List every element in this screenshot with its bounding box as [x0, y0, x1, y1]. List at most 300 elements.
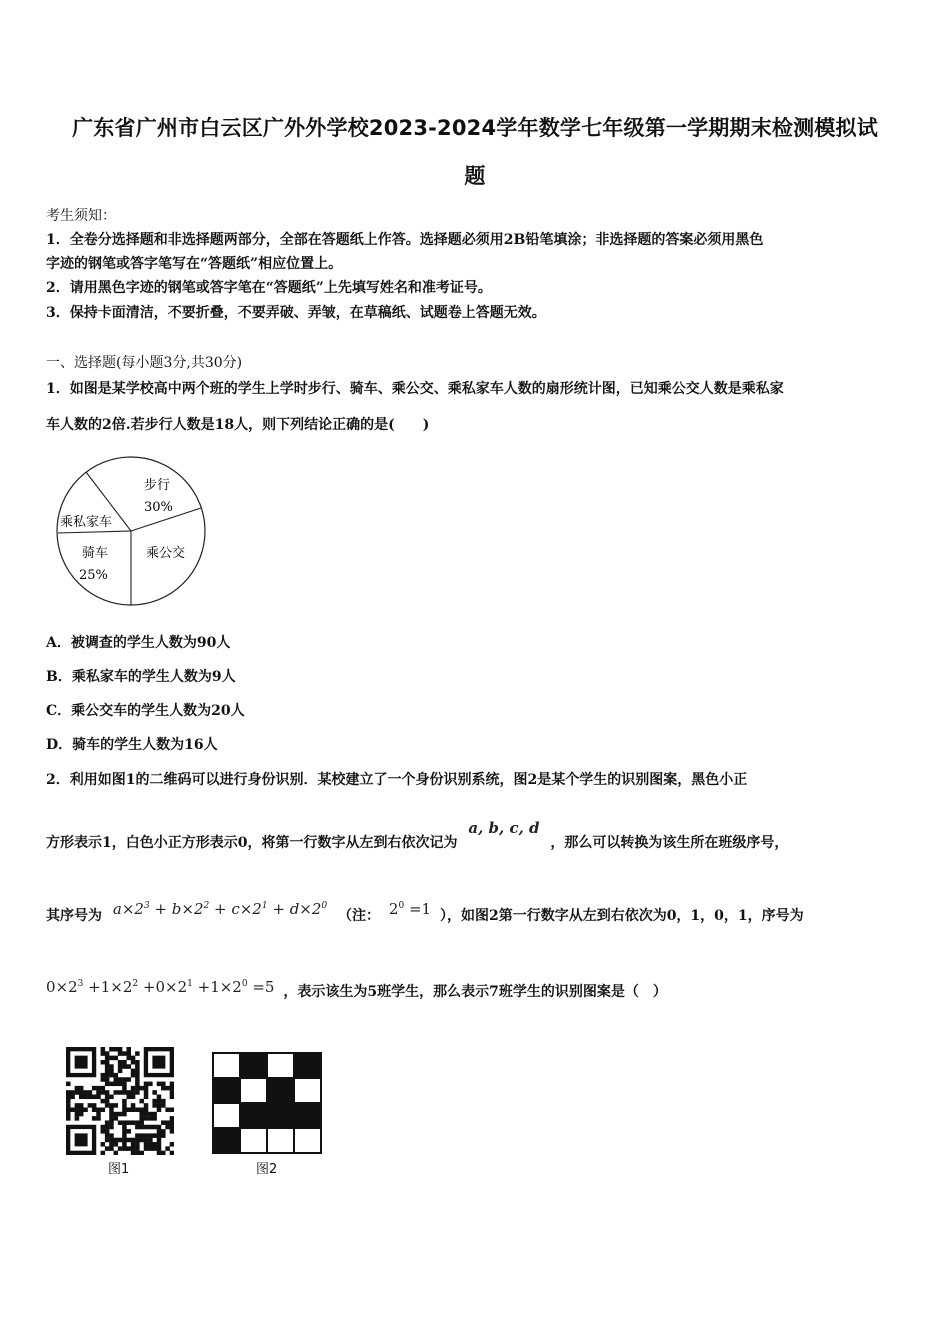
qr-module [92, 1116, 97, 1121]
qr-module [79, 1086, 84, 1091]
qr-module [148, 1112, 153, 1117]
qr-module [105, 1056, 110, 1061]
figure-2-caption: 图2 [256, 1162, 278, 1177]
qr-module [135, 1120, 140, 1125]
qr-module [161, 1129, 166, 1134]
qr-module [105, 1077, 110, 1082]
qr-module [122, 1129, 127, 1134]
qr-module [135, 1051, 140, 1056]
qr-module [114, 1082, 119, 1087]
qr-module [122, 1146, 127, 1151]
qr-code-figure-1 [66, 1047, 174, 1155]
qr-module [101, 1125, 106, 1130]
qr-module [109, 1125, 114, 1130]
exam-title: 广东省广州市白云区广外外学校2023-2024学年数学七年级第一学期期末检测模拟试 [72, 116, 878, 140]
qr-module [122, 1125, 127, 1130]
qr-module [131, 1073, 136, 1078]
grid-cell [267, 1128, 294, 1153]
qr-module [144, 1125, 149, 1130]
qr-module [83, 1090, 88, 1095]
qr-module [165, 1125, 170, 1130]
pie-label-walk: 步行 [144, 478, 171, 493]
question-2-line-4 [46, 978, 667, 1001]
qr-module [135, 1138, 140, 1143]
qr-module [101, 1051, 106, 1056]
qr-module [139, 1099, 144, 1104]
qr-module [114, 1142, 119, 1147]
qr-module [75, 1116, 80, 1121]
qr-module [148, 1125, 153, 1130]
qr-module [101, 1099, 106, 1104]
qr-module [109, 1095, 114, 1100]
qr-module [161, 1103, 166, 1108]
grid-cell [267, 1103, 294, 1128]
qr-module [144, 1107, 149, 1112]
pie-label-bike: 骑车 [82, 546, 109, 561]
qr-module [135, 1064, 140, 1069]
qr-module [122, 1103, 127, 1108]
qr-module [170, 1095, 174, 1100]
qr-module [101, 1073, 106, 1078]
pie-pct-bike: 25% [79, 568, 108, 583]
qr-module [66, 1082, 71, 1087]
qr-module [139, 1151, 144, 1155]
qr-module [126, 1051, 131, 1056]
q2-line3-pre: 其序号为 [46, 908, 102, 924]
qr-module [139, 1086, 144, 1091]
qr-module [105, 1069, 110, 1074]
grid-cell [213, 1078, 240, 1103]
qr-module [66, 1112, 71, 1117]
qr-module [109, 1103, 114, 1108]
grid-cell [213, 1053, 240, 1078]
qr-module [135, 1133, 140, 1138]
qr-module [131, 1142, 136, 1147]
qr-module [139, 1107, 144, 1112]
qr-module [101, 1086, 106, 1091]
qr-module [70, 1095, 75, 1100]
qr-module [135, 1082, 140, 1087]
qr-module [135, 1077, 140, 1082]
qr-module [70, 1107, 75, 1112]
qr-module [109, 1047, 114, 1052]
qr-module [109, 1064, 114, 1069]
qr-module [118, 1120, 123, 1125]
qr-module [157, 1103, 162, 1108]
qr-module [114, 1077, 119, 1082]
qr-module [122, 1099, 127, 1104]
qr-module [105, 1051, 110, 1056]
qr-module [126, 1129, 131, 1134]
grid-cell [267, 1053, 294, 1078]
qr-module [161, 1099, 166, 1104]
qr-module [109, 1082, 114, 1087]
notice-item-1-continued: 字迹的钢笔或答字笔写在“答题纸”相应位置上。 [46, 256, 343, 272]
qr-module [75, 1090, 80, 1095]
pie-pct-walk: 30% [144, 500, 173, 515]
qr-module [122, 1120, 127, 1125]
qr-module [114, 1151, 119, 1155]
qr-module [105, 1060, 110, 1065]
qr-module [83, 1107, 88, 1112]
qr-module [114, 1056, 119, 1061]
grid-cell [267, 1078, 294, 1103]
qr-module [105, 1095, 110, 1100]
qr-module [170, 1142, 174, 1147]
qr-module [92, 1086, 97, 1091]
qr-module [122, 1077, 127, 1082]
qr-module [105, 1146, 110, 1151]
qr-module [126, 1064, 131, 1069]
qr-module [118, 1082, 123, 1087]
qr-module [135, 1069, 140, 1074]
q2-line3-post: ），如图2第一行数字从左到右依次为0，1，0，1，序号为 [439, 908, 804, 924]
qr-module [109, 1138, 114, 1143]
qr-module [96, 1116, 101, 1121]
grid-cell [294, 1053, 321, 1078]
section-heading: 一、选择题(每小题3分,共30分) [46, 355, 243, 371]
qr-module [105, 1073, 110, 1078]
qr-module [157, 1138, 162, 1143]
qr-module [66, 1095, 71, 1100]
qr-module [114, 1073, 119, 1078]
qr-module [139, 1112, 144, 1117]
qr-module [135, 1125, 140, 1130]
qr-module [157, 1142, 162, 1147]
qr-module [126, 1095, 131, 1100]
qr-module [122, 1107, 127, 1112]
qr-module [122, 1086, 127, 1091]
qr-module [170, 1082, 174, 1087]
qr-module [157, 1099, 162, 1104]
qr-module [152, 1090, 157, 1095]
notice-item-2: 2．请用黑色字迹的钢笔或答字笔在“答题纸”上先填写姓名和准考证号。 [46, 280, 492, 296]
q2-line2-post: ，那么可以转换为该生所在班级序号， [550, 835, 789, 851]
qr-module [131, 1103, 136, 1108]
question-1-text-continued: 车人数的2倍.若步行人数是18人，则下列结论正确的是( ) [46, 417, 430, 433]
qr-module [161, 1082, 166, 1087]
notice-item-1: 1．全卷分选择题和非选择题两部分，全部在答题纸上作答。选择题必须用2B铅笔填涂；非选择题的答案必须用黑色 [46, 232, 764, 248]
qr-module [109, 1120, 114, 1125]
q2-formula-abcd: $a\times 2^3 + b\times 2^2 + c\times 2^1 + d\times 2^0$ [112, 900, 328, 918]
qr-module [96, 1090, 101, 1095]
qr-module [157, 1151, 162, 1155]
qr-module [152, 1133, 157, 1138]
qr-finder-pattern [152, 1056, 165, 1069]
qr-module [101, 1151, 106, 1155]
qr-module [131, 1095, 136, 1100]
pie-label-car: 乘私家车 [60, 515, 113, 530]
qr-module [144, 1133, 149, 1138]
qr-module [83, 1095, 88, 1100]
qr-module [92, 1103, 97, 1108]
qr-module [75, 1103, 80, 1108]
qr-module [131, 1151, 136, 1155]
qr-module [165, 1146, 170, 1151]
qr-module [75, 1086, 80, 1091]
qr-module [131, 1056, 136, 1061]
qr-module [161, 1133, 166, 1138]
qr-module [70, 1090, 75, 1095]
qr-module [161, 1151, 166, 1155]
qr-module [144, 1138, 149, 1143]
qr-module [88, 1090, 93, 1095]
option-b: B．乘私家车的学生人数为9人 [46, 669, 236, 685]
qr-module [109, 1056, 114, 1061]
grid-cell [240, 1128, 267, 1153]
option-a: A．被调查的学生人数为90人 [46, 635, 231, 651]
qr-module [101, 1090, 106, 1095]
qr-module [139, 1116, 144, 1121]
qr-module [170, 1107, 174, 1112]
qr-module [161, 1086, 166, 1091]
qr-module [105, 1090, 110, 1095]
qr-module [135, 1073, 140, 1078]
qr-module [144, 1142, 149, 1147]
qr-module [126, 1138, 131, 1143]
qr-module [170, 1086, 174, 1091]
figure-1-caption: 图1 [108, 1162, 130, 1177]
qr-module [157, 1146, 162, 1151]
qr-module [66, 1090, 71, 1095]
qr-module [105, 1133, 110, 1138]
qr-module [96, 1086, 101, 1091]
qr-module [131, 1146, 136, 1151]
qr-module [118, 1060, 123, 1065]
qr-module [152, 1103, 157, 1108]
qr-module [161, 1120, 166, 1125]
grid-cell [213, 1128, 240, 1153]
qr-module [66, 1099, 71, 1104]
qr-module [148, 1142, 153, 1147]
qr-module [101, 1047, 106, 1052]
pie-chart [52, 453, 212, 613]
qr-module [144, 1082, 149, 1087]
qr-module [144, 1090, 149, 1095]
qr-module [139, 1125, 144, 1130]
qr-module [118, 1077, 123, 1082]
qr-module [105, 1082, 110, 1087]
qr-module [152, 1125, 157, 1130]
qr-module [96, 1112, 101, 1117]
question-2-line-3 [46, 900, 804, 925]
qr-module [165, 1107, 170, 1112]
qr-module [135, 1090, 140, 1095]
q2-example-formula: $0\times 2^3 +1\times 2^2 +0\times 2^1 +1\times 2^0 =5$ [46, 978, 275, 996]
qr-module [126, 1090, 131, 1095]
qr-module [122, 1051, 127, 1056]
question-2-text: 2．利用如图1的二维码可以进行身份识别．某校建立了一个身份识别系统，图2是某个学生的识别图案，黑色小正 [46, 772, 748, 788]
option-c: C．乘公交车的学生人数为20人 [46, 703, 245, 719]
qr-module [126, 1077, 131, 1082]
qr-module [101, 1060, 106, 1065]
qr-module [152, 1146, 157, 1151]
qr-module [105, 1125, 110, 1130]
qr-module [126, 1146, 131, 1151]
grid-cell [240, 1053, 267, 1078]
qr-module [109, 1069, 114, 1074]
qr-module [96, 1095, 101, 1100]
qr-module [126, 1047, 131, 1052]
qr-module [109, 1107, 114, 1112]
qr-module [148, 1146, 153, 1151]
qr-module [88, 1095, 93, 1100]
qr-module [92, 1107, 97, 1112]
qr-module [105, 1064, 110, 1069]
qr-module [144, 1095, 149, 1100]
qr-module [170, 1151, 174, 1155]
qr-module [118, 1064, 123, 1069]
qr-finder-pattern [75, 1133, 88, 1146]
qr-module [109, 1073, 114, 1078]
qr-module [170, 1125, 174, 1130]
qr-finder-pattern [75, 1056, 88, 1069]
q2-note-open: （注： [338, 908, 381, 924]
option-d: D．骑车的学生人数为16人 [46, 737, 218, 753]
qr-module [79, 1107, 84, 1112]
qr-module [122, 1090, 127, 1095]
qr-module [105, 1129, 110, 1134]
q2-line2-pre: 方形表示1，白色小正方形表示0，将第一行数字从左到右依次记为 [46, 835, 458, 851]
qr-module [118, 1146, 123, 1151]
grid-cell [294, 1103, 321, 1128]
qr-module [109, 1112, 114, 1117]
qr-module [122, 1133, 127, 1138]
qr-module [114, 1047, 119, 1052]
question-1-text: 1．如图是某学校高中两个班的学生上学时步行、骑车、乘公交、乘私家车人数的扇形统计图，已知乘公交人数是乘私家 [46, 381, 784, 397]
qr-module [79, 1103, 84, 1108]
q2-line4-post: ，表示该生为5班学生，那么表示7班学生的识别图案是（ ） [283, 984, 667, 1000]
qr-module [139, 1138, 144, 1143]
qr-module [157, 1095, 162, 1100]
qr-module [148, 1133, 153, 1138]
qr-module [122, 1060, 127, 1065]
grid-cell [294, 1128, 321, 1153]
qr-module [92, 1095, 97, 1100]
q2-variables-abcd: a, b, c, d [468, 819, 540, 837]
qr-module [105, 1103, 110, 1108]
qr-module [118, 1112, 123, 1117]
qr-module [88, 1103, 93, 1108]
qr-module [144, 1112, 149, 1117]
question-2-line-2 [46, 819, 789, 852]
qr-module [157, 1125, 162, 1130]
qr-module [122, 1064, 127, 1069]
qr-module [131, 1107, 136, 1112]
qr-module [144, 1116, 149, 1121]
qr-module [135, 1060, 140, 1065]
qr-module [118, 1138, 123, 1143]
qr-module [118, 1069, 123, 1074]
qr-module [114, 1103, 119, 1108]
qr-module [170, 1116, 174, 1121]
qr-module [157, 1133, 162, 1138]
grid-cell [213, 1103, 240, 1128]
qr-module [126, 1120, 131, 1125]
qr-module [148, 1116, 153, 1121]
qr-module [131, 1090, 136, 1095]
qr-module [152, 1099, 157, 1104]
qr-module [66, 1103, 71, 1108]
qr-module [139, 1120, 144, 1125]
qr-module [131, 1060, 136, 1065]
qr-module [109, 1146, 114, 1151]
qr-module [131, 1138, 136, 1143]
q2-note-formula: $2^0 =1$ [388, 900, 432, 918]
qr-module [118, 1051, 123, 1056]
qr-module [135, 1146, 140, 1151]
qr-module [118, 1047, 123, 1052]
grid-cell [294, 1078, 321, 1103]
qr-module [66, 1107, 71, 1112]
qr-module [157, 1129, 162, 1134]
qr-module [152, 1112, 157, 1117]
qr-module [131, 1086, 136, 1091]
qr-module [152, 1116, 157, 1121]
qr-module [122, 1082, 127, 1087]
qr-module [79, 1112, 84, 1117]
qr-module [135, 1142, 140, 1147]
qr-module [66, 1116, 71, 1121]
qr-module [105, 1099, 110, 1104]
qr-module [109, 1142, 114, 1147]
qr-module [157, 1082, 162, 1087]
qr-module [144, 1086, 149, 1091]
qr-module [131, 1120, 136, 1125]
notice-heading: 考生须知： [46, 208, 116, 224]
qr-module [135, 1086, 140, 1091]
qr-module [109, 1133, 114, 1138]
qr-module [105, 1120, 110, 1125]
qr-module [105, 1138, 110, 1143]
qr-module [101, 1129, 106, 1134]
qr-module [165, 1120, 170, 1125]
qr-module [96, 1107, 101, 1112]
qr-module [126, 1056, 131, 1061]
exam-title-continued: 题 [464, 164, 486, 188]
qr-module [101, 1107, 106, 1112]
notice-item-3: 3．保持卡面清洁，不要折叠，不要弄破、弄皱，在草稿纸、试题卷上答题无效。 [46, 305, 546, 321]
qr-module [135, 1151, 140, 1155]
qr-module [144, 1146, 149, 1151]
qr-module [79, 1090, 84, 1095]
qr-module [114, 1138, 119, 1143]
qr-module [79, 1095, 84, 1100]
qr-module [165, 1086, 170, 1091]
qr-module [101, 1077, 106, 1082]
qr-module [109, 1116, 114, 1121]
qr-module [157, 1107, 162, 1112]
qr-module [114, 1116, 119, 1121]
qr-module [114, 1112, 119, 1117]
qr-module [122, 1112, 127, 1117]
qr-module [139, 1133, 144, 1138]
qr-module [114, 1090, 119, 1095]
qr-module [122, 1138, 127, 1143]
qr-module [148, 1082, 153, 1087]
qr-module [122, 1142, 127, 1147]
grid-cell [240, 1078, 267, 1103]
qr-module [148, 1138, 153, 1143]
grid-cell [240, 1103, 267, 1128]
qr-module [152, 1142, 157, 1147]
qr-module [126, 1107, 131, 1112]
qr-module [75, 1107, 80, 1112]
pie-label-bus: 乘公交 [146, 546, 186, 561]
qr-module [170, 1090, 174, 1095]
qr-module [135, 1107, 140, 1112]
qr-module [144, 1103, 149, 1108]
